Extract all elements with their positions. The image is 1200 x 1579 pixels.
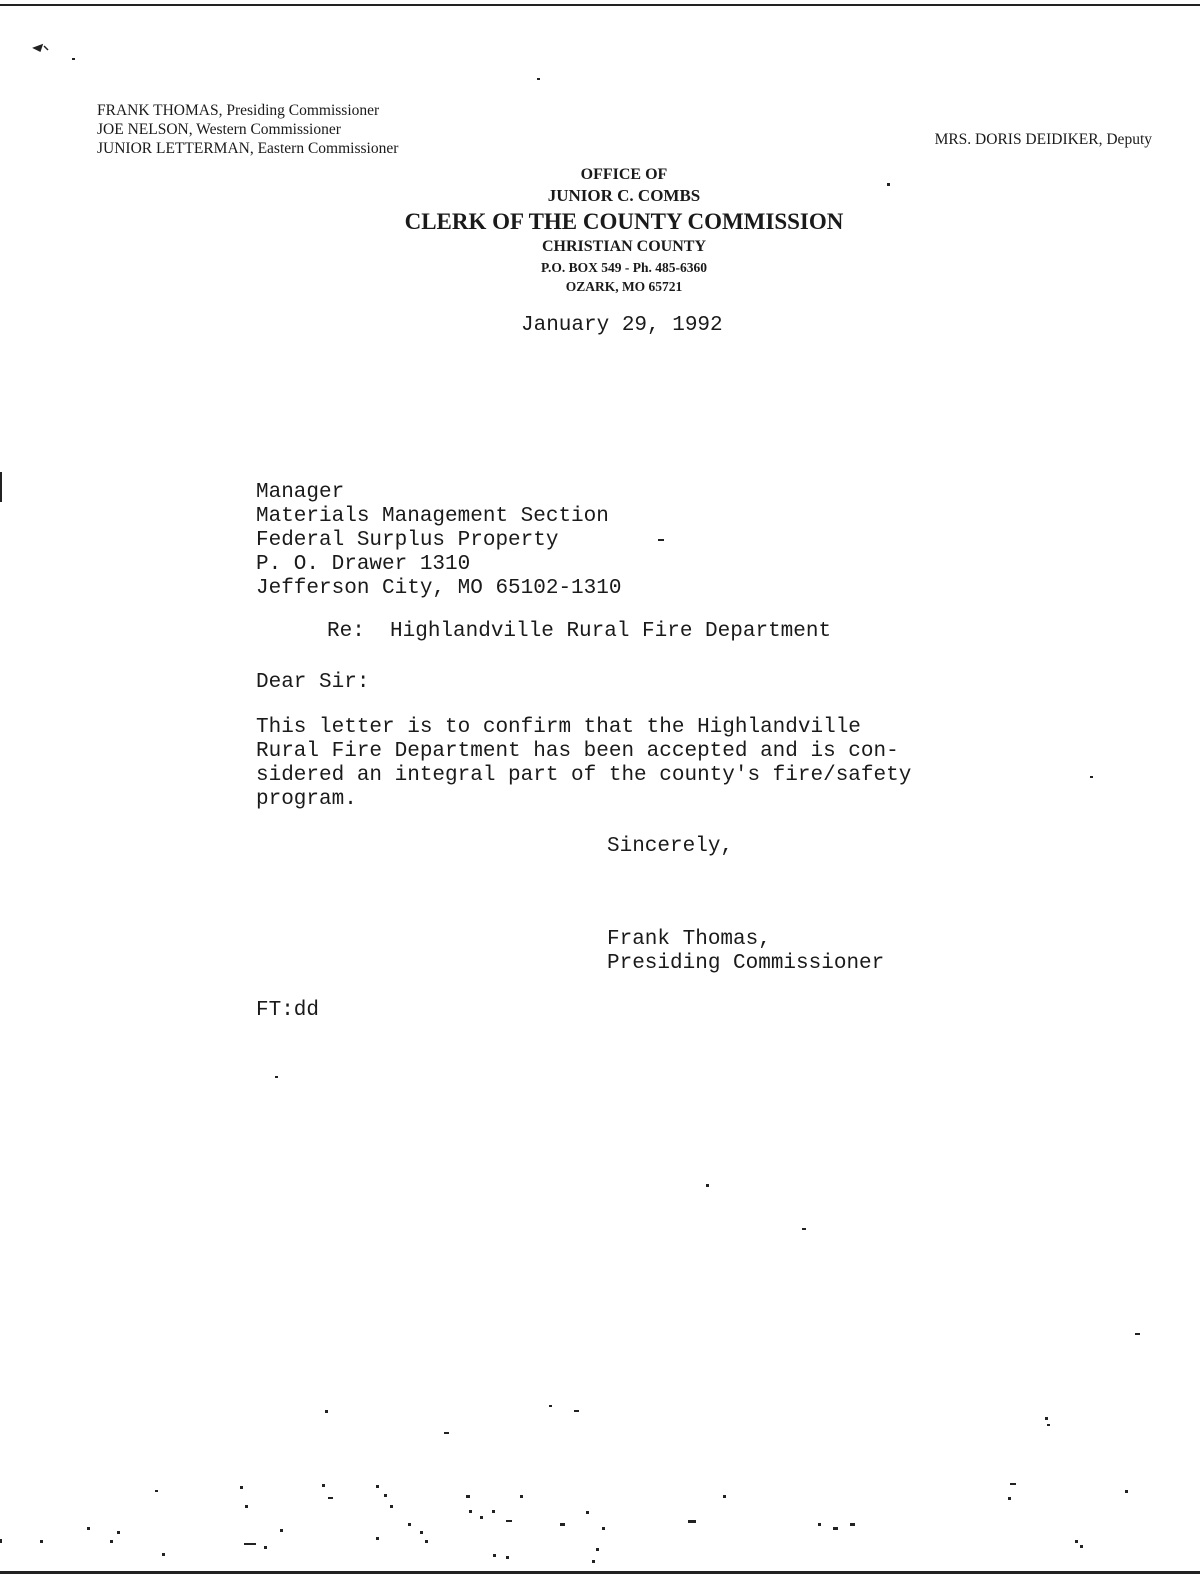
page-bottom-border	[0, 1571, 1200, 1574]
po-box-phone: P.O. BOX 549 - Ph. 485-6360	[540, 260, 707, 275]
letter-date: January 29, 1992	[521, 314, 723, 337]
body-line: program.	[256, 788, 357, 811]
subject-line: Re: Highlandville Rural Fire Department	[327, 620, 832, 643]
body-line: This letter is to confirm that the Highlandville	[256, 716, 861, 739]
salutation: Dear Sir:	[256, 671, 370, 694]
recipient-line: Manager	[256, 481, 345, 504]
county-name: CHRISTIAN COUNTY	[541, 238, 707, 255]
body-line: sidered an integral part of the county's fire/safety	[256, 764, 912, 787]
signer-title: Presiding Commissioner	[607, 952, 885, 975]
deputy-name: MRS. DORIS DEIDIKER, Deputy	[934, 131, 1152, 148]
body-line: Rural Fire Department has been accepted and is con-	[256, 740, 899, 763]
recipient-line: Materials Management Section	[256, 505, 609, 528]
signer-name: Frank Thomas,	[607, 928, 771, 951]
commissioner-presiding: FRANK THOMAS, Presiding Commissioner	[97, 102, 380, 119]
office-of-label: OFFICE OF	[580, 166, 668, 183]
clerk-name: JUNIOR C. COMBS	[547, 186, 701, 205]
typist-initials: FT:dd	[256, 999, 320, 1022]
clerk-title: CLERK OF THE COUNTY COMMISSION	[404, 209, 844, 234]
city-state-zip: OZARK, MO 65721	[565, 279, 683, 294]
commissioner-eastern: JUNIOR LETTERMAN, Eastern Commissioner	[97, 140, 399, 157]
recipient-line: Federal Surplus Property	[256, 529, 559, 552]
recipient-line: P. O. Drawer 1310	[256, 553, 471, 576]
commissioner-western: JOE NELSON, Western Commissioner	[97, 121, 341, 138]
complimentary-close: Sincerely,	[607, 835, 734, 858]
recipient-line: Jefferson City, MO 65102-1310	[256, 577, 622, 600]
